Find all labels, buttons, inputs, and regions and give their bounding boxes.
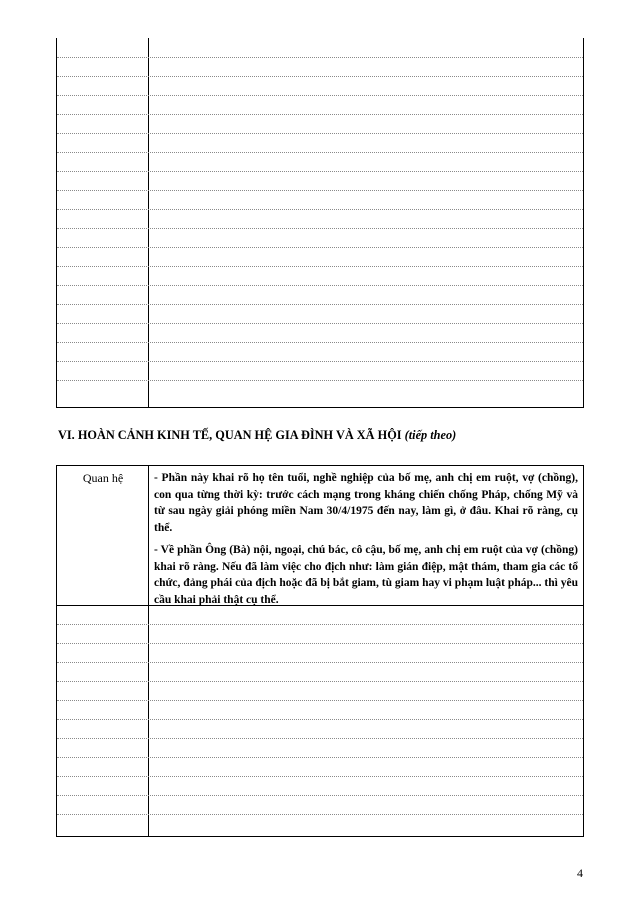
relation-column-header: Quan hệ [82,471,124,485]
writing-line [57,133,583,134]
column-divider [148,466,149,836]
writing-line [57,285,583,286]
writing-line [57,380,583,381]
section-heading-title: VI. HOÀN CẢNH KINH TẾ, QUAN HỆ GIA ĐÌNH VÀ XÃ HỘI [58,428,402,442]
writing-line [57,757,583,758]
section-heading-suffix: (tiếp theo) [404,428,457,442]
writing-line [57,700,583,701]
page-number: 4 [577,866,583,880]
writing-line [57,171,583,172]
instruction-paragraph-2: - Về phần Ông (Bà) nội, ngoại, chú bác, cô cậu, bố mẹ, anh chị em ruột của vợ (chồng) khai rõ ràng. Nếu đã làm việc cho địch như: làm gián điệp, mật thám, tham gia các tổ chức, đảng phái của địch hoặc đã bị bắt giam, tù giam hay vi phạm luật pháp... thì yêu cầu khai phải thật cụ thể. [154,544,578,606]
header-divider [57,605,583,606]
writing-line [57,738,583,739]
writing-line [57,266,583,267]
writing-line [57,624,583,625]
writing-line [57,719,583,720]
writing-line [57,95,583,96]
instruction-paragraph-1: - Phần này khai rõ họ tên tuổi, nghề nghiệp của bố mẹ, anh chị em ruột, vợ (chồng), con qua từng thời kỳ: trước cách mạng trong kháng chiến chống Pháp, chống Mỹ và từ sau ngày giải phóng miền Nam 30/4/1975 đến nay, làm gì, ở đâu. Khai rõ ràng, cụ thể. [154,472,578,534]
writing-line [57,304,583,305]
writing-line [57,643,583,644]
writing-line [57,152,583,153]
writing-line [57,681,583,682]
family-relations-table [56,465,584,837]
writing-line [57,247,583,248]
instruction-text [154,470,578,614]
writing-line [57,662,583,663]
writing-line [57,57,583,58]
writing-line [57,76,583,77]
writing-line [57,342,583,343]
writing-line [57,190,583,191]
writing-line [57,776,583,777]
continued-entry-table [56,38,584,408]
writing-line [57,795,583,796]
writing-line [57,361,583,362]
writing-line [57,814,583,815]
column-divider [148,38,149,407]
writing-line [57,228,583,229]
writing-line [57,323,583,324]
section-heading [58,428,598,443]
writing-line [57,114,583,115]
writing-line [57,209,583,210]
